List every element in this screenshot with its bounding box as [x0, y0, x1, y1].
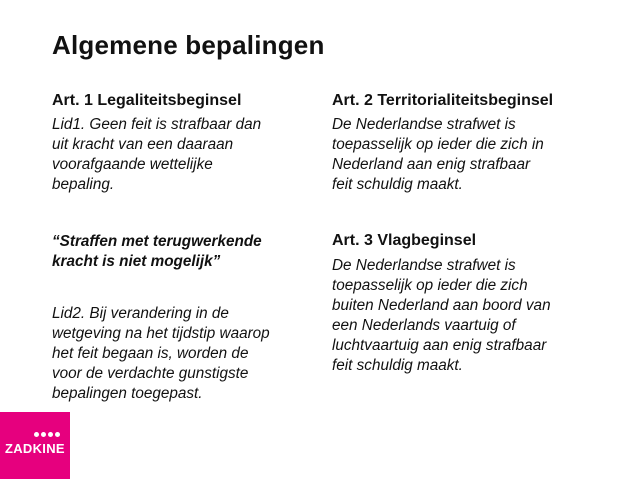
text-line: voor de verdachte gunstigste	[52, 365, 249, 382]
text-line: Lid2. Bij verandering in de	[52, 305, 229, 322]
text-line: uit kracht van een daaraan	[52, 136, 234, 153]
logo-dot	[34, 432, 39, 437]
logo-dot	[41, 432, 46, 437]
text-line: De Nederlandse strafwet is	[332, 116, 516, 133]
text-line: het feit begaan is, worden de	[52, 345, 249, 362]
text-line: een Nederlands vaartuig of	[332, 317, 516, 334]
text-line: Lid1. Geen feit is strafbaar dan	[52, 116, 262, 133]
text-line: wetgeving na het tijdstip waarop	[52, 325, 270, 342]
text-line: De Nederlandse strafwet is	[332, 257, 516, 274]
paragraph-lid1	[52, 115, 261, 195]
text-line: “Straffen met terugwerkende	[52, 233, 262, 250]
paragraph-lid2	[52, 304, 270, 404]
text-line: kracht is niet mogelijk”	[52, 253, 221, 270]
text-line: feit schuldig maakt.	[332, 357, 463, 374]
logo-dot	[48, 432, 53, 437]
zadkine-logo	[0, 412, 70, 479]
text-line: luchtvaartuig aan enig strafbaar	[332, 337, 547, 354]
text-line: toepasselijk op ieder die zich	[332, 277, 528, 294]
heading-art1: Art. 1 Legaliteitsbeginsel	[52, 92, 242, 109]
logo-wordmark: ZADKINE	[5, 441, 65, 456]
paragraph-art2	[332, 115, 544, 195]
text-line: voorafgaande wettelijke	[52, 156, 213, 173]
text-line: buiten Nederland aan boord van	[332, 297, 551, 314]
slide-title: Algemene bepalingen	[52, 30, 325, 60]
paragraph-art3	[332, 256, 551, 376]
logo-dots	[34, 432, 60, 437]
heading-art2: Art. 2 Territorialiteitsbeginsel	[332, 92, 554, 109]
text-line: feit schuldig maakt.	[332, 176, 463, 193]
text-line: bepaling.	[52, 176, 115, 193]
text-line: toepasselijk op ieder die zich in	[332, 136, 544, 153]
text-line: Nederland aan enig strafbaar	[332, 156, 531, 173]
heading-art3: Art. 3 Vlagbeginsel	[332, 232, 477, 249]
quote-retroactive	[52, 232, 262, 272]
text-line: bepalingen toegepast.	[52, 385, 203, 402]
logo-dot	[55, 432, 60, 437]
